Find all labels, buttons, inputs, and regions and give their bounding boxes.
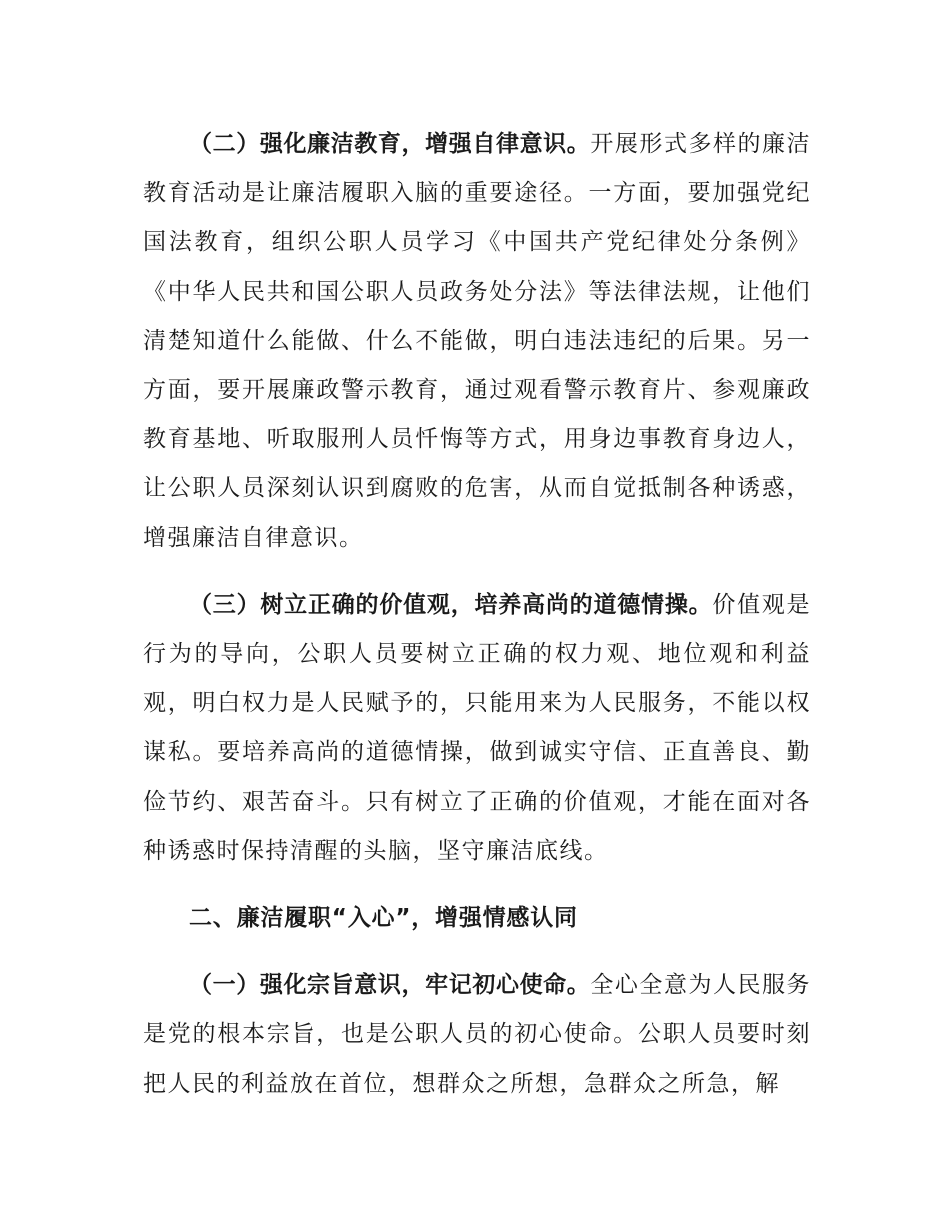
paragraph-lead: （一）强化宗旨意识，牢记初心使命。 [189, 972, 591, 999]
paragraph-body: 全心全意为人民服务是党的根本宗旨，也是公职人员的初心使命。公职人员要时刻把人民的利益放在首位，想群众之所想，急群众之所急，解 [143, 972, 812, 1097]
paragraph-lead: （三）树立正确的价值观，培养高尚的道德情操。 [189, 591, 713, 618]
document-page [143, 120, 811, 1109]
section-heading: 二、廉洁履职“入心”，增强情感认同 [189, 905, 578, 932]
paragraph-purpose-awareness [143, 961, 811, 1109]
paragraph-strengthen-education [143, 120, 811, 563]
paragraph-values [143, 581, 811, 876]
paragraph-lead: （二）强化廉洁教育，增强自律意识。 [189, 131, 591, 157]
paragraph-body: 开展形式多样的廉洁教育活动是让廉洁履职入脑的重要途径。一方面，要加强党纪国法教育，组织公职人员学习《中国共产党纪律处分条例》《中华人民共和国公职人员政务处分法》等法律法规，让他们清楚知道什么能做、什么不能做，明白违法违纪的后果。另一方面，要开展廉政警示教育，通过观看警示教育片、参观廉政教育基地、听取服刑人员忏悔等方式，用身边事教育身边人，让公职人员深刻认识到腐败的危害，从而自觉抵制各种诱惑，增强廉洁自律意识。 [143, 131, 812, 551]
paragraph-body: 价值观是行为的导向，公职人员要树立正确的权力观、地位观和利益观，明白权力是人民赋予的，只能用来为人民服务，不能以权谋私。要培养高尚的道德情操，做到诚实守信、正直善良、勤俭节约、艰苦奋斗。只有树立了正确的价值观，才能在面对各种诱惑时保持清醒的头脑，坚守廉洁底线。 [143, 591, 811, 864]
